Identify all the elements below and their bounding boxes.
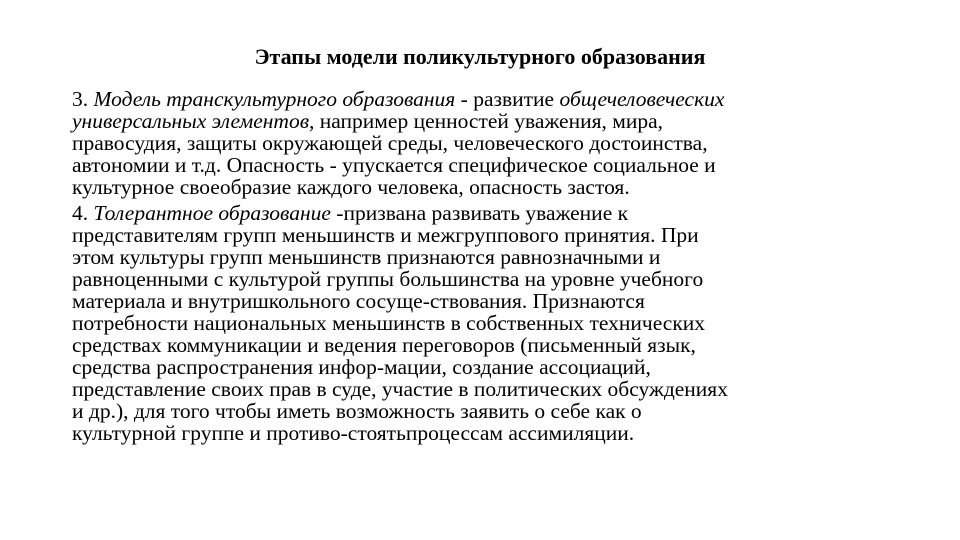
- text-line: [72, 88, 892, 110]
- text-line: и др.), для того чтобы иметь возможность заявить о себе как о: [72, 399, 642, 423]
- text-line: представителям групп меньшинств и межгруппового принятия. При: [72, 223, 699, 247]
- list-number: 3.: [72, 87, 94, 111]
- text-line: средства распространения инфор-мации, создание ассоциаций,: [72, 355, 651, 379]
- text-line: равноценными с культурой группы большинства на уровне учебного: [72, 267, 704, 291]
- text-line: культурное своеобразие каждого человека, опасность застоя.: [72, 175, 630, 199]
- text-line: автономии и т.д. Опасность - упускается специфическое социальное и: [72, 153, 716, 177]
- text-line: правосудия, защиты окружающей среды, человеческого достоинства,: [72, 131, 708, 155]
- text-run: -призвана развивать уважение к: [330, 201, 629, 225]
- slide-title-text: Этапы модели поликультурного образования: [254, 44, 706, 69]
- text-line: материала и внутришкольного сосуще-ствования. Признаются: [72, 289, 645, 313]
- text-line: представление своих прав в суде, участие в политических обсуждениях: [72, 377, 728, 401]
- term-italic: Толерантное образование: [93, 201, 331, 225]
- text-line: потребности национальных меньшинств в собственных технических: [72, 311, 706, 335]
- text-line: этом культуры групп меньшинств признаются равнозначными и: [72, 245, 661, 269]
- text-line: культурной группе и противо-стоятьпроцессам ассимиляции.: [72, 421, 635, 445]
- term-italic: универсальных элементов,: [72, 109, 315, 133]
- text-run: например ценностей уважения, мира,: [314, 109, 663, 133]
- text-run: - развитие: [460, 87, 560, 111]
- text-line: [72, 202, 892, 224]
- term-italic: Модель транскультурного образования: [93, 87, 461, 111]
- term-italic: общечеловеческих: [559, 87, 725, 111]
- text-line: средствах коммуникации и ведения переговоров (письменный язык,: [72, 333, 696, 357]
- slide-title: [0, 44, 960, 70]
- paragraph-stage-4: [72, 202, 892, 444]
- text-line: [72, 110, 892, 132]
- list-number: 4.: [72, 201, 94, 225]
- paragraph-stage-3: [72, 88, 892, 198]
- slide-body: [72, 88, 892, 444]
